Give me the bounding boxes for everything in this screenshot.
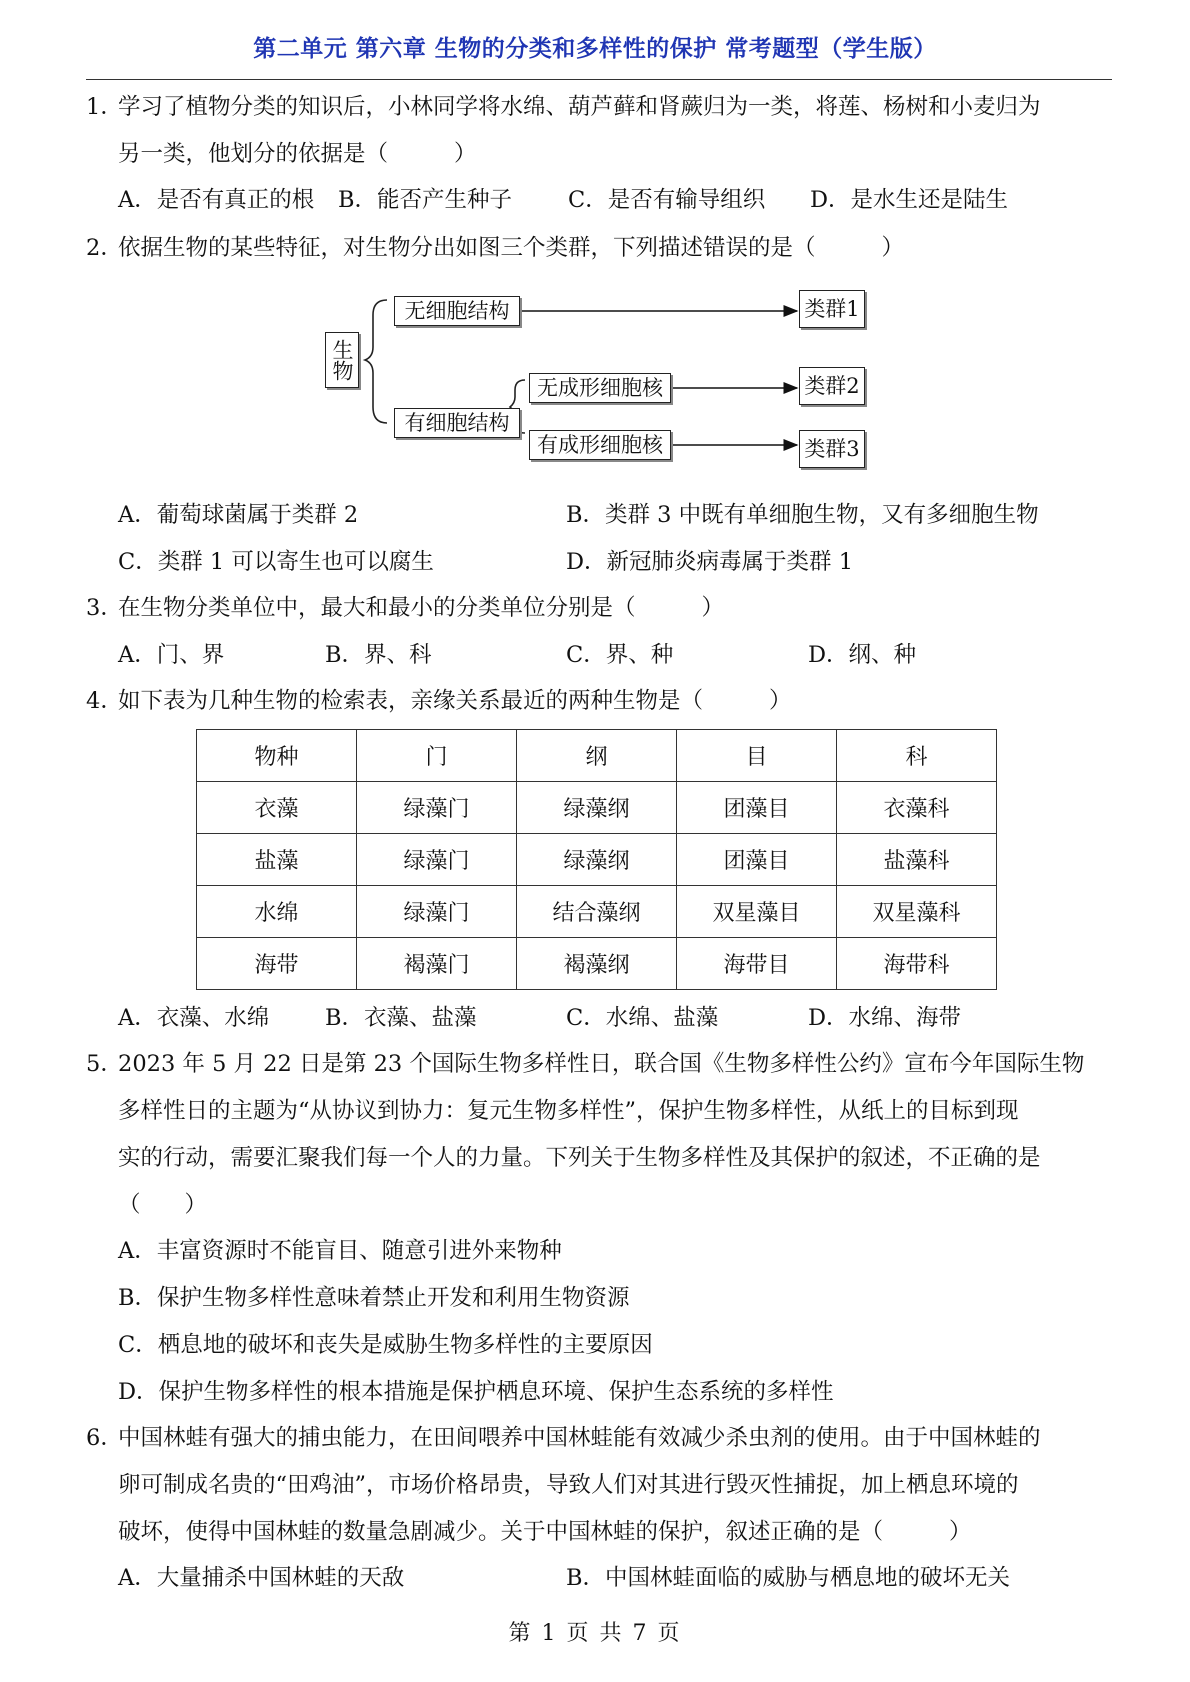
option-b: B．衣藻、盐藻 [325, 1005, 477, 1031]
option-b: B．界、科 [325, 642, 432, 668]
question-6-line-3 [118, 1517, 972, 1547]
table-cell: 团藻目 [677, 834, 837, 886]
table-cell: 海带目 [677, 938, 837, 990]
table-row [197, 834, 997, 886]
question-number: 5． [86, 1051, 123, 1077]
option-d: D．水绵、海带 [808, 1005, 962, 1031]
table-header-cell: 物种 [197, 730, 357, 782]
option-d: D．新冠肺炎病毒属于类群 1 [566, 549, 854, 575]
question-2 [86, 233, 904, 263]
question-text: 依据生物的某些特征，对生物分出如图三个类群，下列描述错误的是（ [118, 235, 816, 261]
answer-paren-close: ） [701, 595, 725, 621]
option-c: C．类群 1 可以寄生也可以腐生 [118, 549, 434, 575]
question-number: 4． [86, 688, 123, 714]
diagram-group2-box: 类群2 [799, 367, 865, 405]
question-5 [86, 1049, 1084, 1079]
option-a: A．门、界 [118, 642, 225, 668]
table-header-cell: 门 [357, 730, 517, 782]
diagram-no-nucleus-box: 无成形细胞核 [529, 373, 671, 403]
option-b: B．能否产生种子 [338, 187, 513, 213]
table-cell: 结合藻纲 [517, 886, 677, 938]
option-d: D．纲、种 [808, 642, 917, 668]
table-cell: 绿藻纲 [517, 782, 677, 834]
question-number: 6． [86, 1425, 123, 1451]
question-number: 3． [86, 595, 123, 621]
table-header-cell: 科 [837, 730, 997, 782]
diagram-group1-box: 类群1 [799, 290, 865, 328]
table-cell: 水绵 [197, 886, 357, 938]
question-text: 2023 年 5 月 22 日是第 23 个国际生物多样性日，联合国《生物多样性公约》宣布今年国际生物 [118, 1051, 1085, 1077]
table-header-cell: 目 [677, 730, 837, 782]
table-cell: 绿藻门 [357, 834, 517, 886]
option-a: A．葡萄球菌属于类群 2 [118, 502, 359, 528]
question-number: 2． [86, 235, 123, 261]
question-text: 如下表为几种生物的检索表，亲缘关系最近的两种生物是（ [118, 688, 704, 714]
table-cell: 盐藻 [197, 834, 357, 886]
question-1-line-2 [118, 139, 477, 169]
option-d: D．是水生还是陆生 [810, 187, 1009, 213]
table-row [197, 938, 997, 990]
table-row [197, 886, 997, 938]
question-text: 另一类，他划分的依据是（ [118, 141, 389, 167]
page-footer: 第 1 页 共 7 页 [508, 1621, 682, 1646]
classification-diagram [315, 285, 885, 485]
option-c: C．界、种 [566, 642, 674, 668]
table-cell: 褐藻门 [357, 938, 517, 990]
table-cell: 双星藻科 [837, 886, 997, 938]
table-cell: 海带科 [837, 938, 997, 990]
question-6-line-2: 卵可制成名贵的“田鸡油”，市场价格昂贵，导致人们对其进行毁灭性捕捉，加上栖息环境的 [118, 1472, 1019, 1498]
question-text: 学习了植物分类的知识后，小林同学将水绵、葫芦藓和肾蕨归为一类，将莲、杨树和小麦归为 [118, 94, 1041, 120]
answer-paren-close: ） [881, 235, 905, 261]
question-6 [86, 1423, 1041, 1453]
option-b: B．保护生物多样性意味着禁止开发和利用生物资源 [118, 1285, 630, 1311]
answer-paren-close: ） [184, 1192, 208, 1218]
table-cell: 双星藻目 [677, 886, 837, 938]
question-text: 中国林蛙有强大的捕虫能力，在田间喂养中国林蛙能有效减少杀虫剂的使用。由于中国林蛙的 [118, 1425, 1041, 1451]
question-4 [86, 686, 792, 716]
option-d: D．保护生物多样性的根本措施是保护栖息环境、保护生态系统的多样性 [118, 1379, 834, 1405]
question-3 [86, 593, 724, 623]
diagram-no-cell-box: 无细胞结构 [394, 296, 520, 326]
option-a: A．大量捕杀中国林蛙的天敌 [118, 1565, 405, 1591]
answer-paren-close: ） [769, 688, 792, 714]
option-a: A．衣藻、水绵 [118, 1005, 270, 1031]
table-header-row [197, 730, 997, 782]
table-cell: 团藻目 [677, 782, 837, 834]
option-c: C．是否有输导组织 [568, 187, 766, 213]
table-header-cell: 纲 [517, 730, 677, 782]
question-text: 破坏，使得中国林蛙的数量急剧减少。关于中国林蛙的保护，叙述正确的是（ [118, 1519, 884, 1545]
question-5-line-3: 实的行动，需要汇聚我们每一个人的力量。下列关于生物多样性及其保护的叙述，不正确的是 [118, 1145, 1041, 1171]
option-a: A．丰富资源时不能盲目、随意引进外来物种 [118, 1238, 562, 1264]
option-c: C．水绵、盐藻 [566, 1005, 719, 1031]
diagram-group3-box: 类群3 [799, 430, 865, 468]
species-table [196, 729, 997, 990]
table-cell: 海带 [197, 938, 357, 990]
table-row [197, 782, 997, 834]
table-cell: 绿藻纲 [517, 834, 677, 886]
diagram-has-nucleus-box: 有成形细胞核 [529, 430, 671, 460]
table-cell: 衣藻 [197, 782, 357, 834]
question-5-answer-parens [118, 1190, 207, 1220]
answer-paren-close: ） [949, 1519, 972, 1545]
answer-paren-close: ） [454, 141, 477, 167]
table-cell: 褐藻纲 [517, 938, 677, 990]
option-b: B．类群 3 中既有单细胞生物，又有多细胞生物 [566, 502, 1039, 528]
diagram-root-box: 生物 [325, 332, 359, 388]
question-text: 在生物分类单位中，最大和最小的分类单位分别是（ [118, 595, 636, 621]
title-divider [86, 79, 1112, 80]
brace-root [365, 300, 387, 423]
question-number: 1． [86, 94, 123, 120]
table-cell: 衣藻科 [837, 782, 997, 834]
page-title: 第二单元 第六章 生物的分类和多样性的保护 常考题型（学生版） [253, 35, 937, 62]
question-5-line-2: 多样性日的主题为“从协议到协力：复元生物多样性”，保护生物多样性，从纸上的目标到现 [118, 1098, 1019, 1124]
table-cell: 绿藻门 [357, 782, 517, 834]
option-c: C．栖息地的破坏和丧失是威胁生物多样性的主要原因 [118, 1332, 653, 1358]
question-1 [86, 92, 1041, 122]
table-cell: 绿藻门 [357, 886, 517, 938]
diagram-has-cell-box: 有细胞结构 [394, 408, 520, 438]
answer-paren-open: （ [118, 1192, 141, 1218]
option-b: B．中国林蛙面临的威胁与栖息地的破坏无关 [566, 1565, 1011, 1591]
table-cell: 盐藻科 [837, 834, 997, 886]
option-a: A．是否有真正的根 [118, 187, 315, 213]
